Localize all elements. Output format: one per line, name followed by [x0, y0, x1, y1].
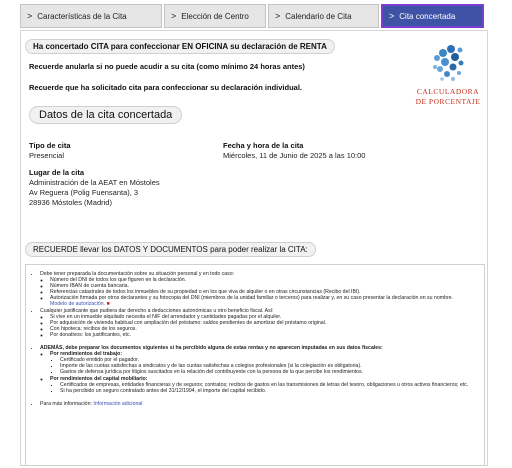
logo-text-line1: CALCULADORA — [416, 87, 480, 96]
chevron-right-icon: > — [275, 11, 281, 21]
chevron-right-icon: > — [389, 11, 395, 21]
list-item: ◦ Referencias catastrales de todos los inmuebles de su propiedad o en los que viva de alquiler o en otras circunstancias (Recibo del IBI). — [50, 289, 484, 295]
tipo-cita-value: Presencial — [29, 151, 65, 160]
documents-box — [25, 264, 485, 466]
list-item: ◦ Por rendimientos del trabajo: ▪ Certificado emitido por el pagador. ▪ Importe de las cuotas satisfechas a sindicatos y de las cuotas satisfechas a colegios profesionales (si la colegiación es obligatoria). ▪ Gastos de defensa jurídica por litigios suscitados en la relación del contribuyente con la persona de la que percibe los rendimientos. — [50, 351, 484, 375]
tipo-cita-label: Tipo de cita — [29, 141, 71, 150]
list-item: ◦ Número IBAN de cuenta bancaria. — [50, 283, 484, 289]
tab-label: Características de la Cita — [37, 11, 127, 21]
step-tabs — [20, 4, 488, 28]
logo-graphic-icon — [409, 41, 487, 85]
list-item: ◦ Por adquisición de vivienda habitual con ampliación del préstamo: saldos pendientes de amortizar del préstamo original. — [50, 320, 484, 326]
list-item: ◦ Por donativos: los justificantes, etc. — [50, 332, 484, 338]
lugar-cita-label: Lugar de la cita — [29, 168, 85, 177]
section-title: Datos de la cita concertada — [29, 106, 182, 124]
list-item: ▪ Certificados de empresas, entidades financieras y de seguros; contratos; recibos de gastos en las transmisiones de letras del tesoro, obligaciones u otros activos financieros; etc. — [60, 382, 484, 388]
tab-calendario[interactable] — [268, 4, 379, 28]
recuerde-banner: RECUERDE llevar los DATOS Y DOCUMENTOS para poder realizar la CITA: — [25, 242, 316, 257]
confirmation-notice: Ha concertado CITA para confeccionar EN OFICINA su declaración de RENTA — [25, 39, 335, 54]
list-item: ◦ Por rendimientos del capital mobiliario: ▪ Certificados de empresas, entidades financieras y de seguros; contratos; recibos de gastos en las transmisiones de letras del tesoro, obligaciones u otros activos financieros; etc. ▪ Si ha percibido un seguro contratado antes del 31/12/1994, el importe del capital recibido. — [50, 376, 484, 394]
tab-caracteristicas[interactable] — [20, 4, 162, 28]
pdf-icon: ■ — [106, 301, 110, 308]
list-item: ◦ Si vive en un inmueble alquilado necesita el NIF del arrendador y cantidades pagadas por el alquiler. — [50, 314, 484, 320]
appointment-panel — [20, 30, 488, 466]
list-item: ◦ Autorización firmada por otros declarantes y su fotocopia del DNI (miembros de la unidad familiar o terceros) para realizar y, en su caso presentar la declaración en su nombre. Modelo de autorización. ■ — [50, 295, 484, 307]
logo-text-line2: DE PORCENTAJE — [415, 97, 481, 106]
list-item: • Cualquier justificante que pudiera dar derecho a deducciones autonómicas u otro beneficio fiscal. Así: ◦ Si vive en un inmueble alquilado necesita el NIF del arrendador y cantidades pagadas por el alquiler. ◦ Por adquisición de vivienda habitual con ampliación del préstamo: saldos pendientes de amortizar del préstamo original. ◦ Con hipoteca: recibos de los seguros. ◦ Por donativos: los justificantes, etc. — [40, 308, 484, 338]
fecha-hora-label: Fecha y hora de la cita — [223, 141, 304, 150]
informacion-adicional-link[interactable]: Información adicional — [93, 400, 143, 407]
lugar-address-line2: Av Reguera (Polig Fuensanta), 3 — [29, 188, 139, 197]
tab-label: Calendario de Cita — [285, 11, 352, 21]
individual-reminder: Recuerde que ha solicitado cita para confeccionar su declaración individual. — [29, 83, 302, 92]
chevron-right-icon: > — [27, 11, 33, 21]
modelo-autorizacion-link[interactable]: Modelo de autorización. ■ — [50, 301, 110, 308]
list-item: • ADEMÁS, debe preparar los documentos siguientes si ha percibido alguna de estas rentas y no aparecen imputadas en sus datos fiscales: ◦ Por rendimientos del trabajo: ▪ Certificado emitido por el pagador. ▪ Importe de las cuotas satisfechas a sindicatos y de las cuotas satisfechas a colegios profesionales (si la colegiación es obligatoria). ▪ Gastos de defensa jurídica por litigios suscitados en la relación del contribuyente con la persona de la que percibe los rendimientos. ◦ Por rendimientos del capital mobiliario: ▪ Certificados de empresas, entidades financieras y de seguros; contratos; recibos de gastos en las transmisiones de letras del tesoro, obligaciones u otros activos financieros; etc. ▪ Si ha percibido un seguro contratado antes del 31/12/1994, el importe del capital recibido. — [40, 345, 484, 394]
tab-eleccion-centro[interactable] — [164, 4, 266, 28]
list-item: ▪ Importe de las cuotas satisfechas a sindicatos y de las cuotas satisfechas a colegios profesionales (si la colegiación es obligatoria). — [60, 363, 484, 369]
list-item: ▪ Si ha percibido un seguro contratado antes del 31/12/1994, el importe del capital recibido. — [60, 388, 484, 394]
list-item: • Para más información: Información adicional — [40, 401, 484, 407]
cancel-reminder: Recuerde anularla si no puede acudir a su cita (como mínimo 24 horas antes) — [29, 62, 305, 71]
calculadora-logo — [409, 41, 487, 109]
tab-label: Elección de Centro — [181, 11, 249, 21]
lugar-address-line1: Administración de la AEAT en Móstoles — [29, 178, 160, 187]
list-item: ▪ Certificado emitido por el pagador. — [60, 357, 484, 363]
list-item: • Debe tener preparada la documentación sobre su situación personal y en todo caso: ◦ Número del DNI de todos los que figuren en la declaración. ◦ Número IBAN de cuenta bancaria. ◦ Referencias catastrales de todos los inmuebles de su propiedad o en los que viva de alquiler o en otras circunstancias (Recibo del IBI). ◦ Autorización firmada por otros declarantes y su fotocopia del DNI (miembros de la unidad familiar o terceros) para realizar y, en su caso presentar la declaración en su nombre. Modelo de autorización. ■ — [40, 271, 484, 308]
list-item: ▪ Gastos de defensa jurídica por litigios suscitados en la relación del contribuyente con la persona de la que percibe los rendimientos. — [60, 369, 484, 375]
fecha-hora-value: Miércoles, 11 de Junio de 2025 a las 10:00 — [223, 151, 366, 160]
list-item: ◦ Con hipoteca: recibos de los seguros. — [50, 326, 484, 332]
lugar-address-line3: 28936 Móstoles (Madrid) — [29, 198, 112, 207]
chevron-right-icon: > — [171, 11, 177, 21]
tab-label: Cita concertada — [399, 11, 456, 21]
list-item: ◦ Número del DNI de todos los que figuren en la declaración. — [50, 277, 484, 283]
tab-cita-concertada[interactable] — [381, 4, 484, 28]
